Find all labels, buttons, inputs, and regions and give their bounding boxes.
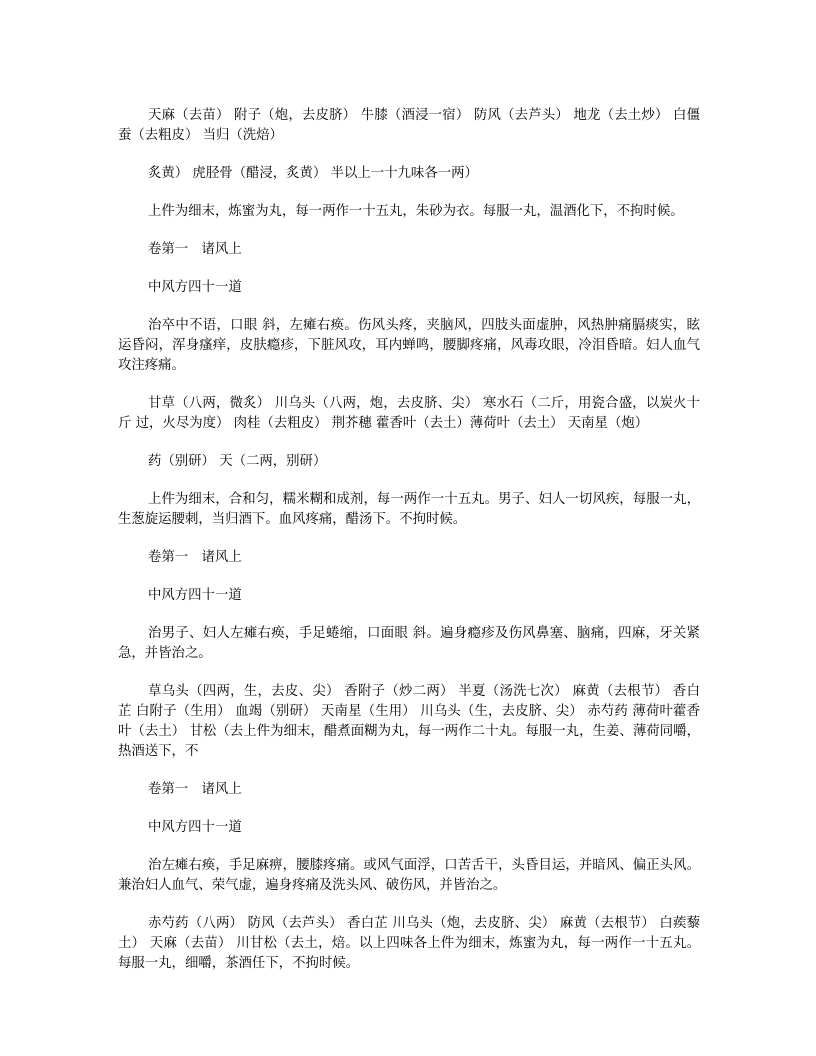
recipe-ingredients-paragraph: 草乌头（四两，生，去皮、尖） 香附子（炒二两） 半夏（汤洗七次） 麻黄（去根节） 香白芷 白附子（生用） 血竭（别研） 天南星（生用） 川乌头（生，去皮脐、尖） 赤芍药 薄荷叶藿香叶（去土） 甘松（去上件为细末，醋煮面糊为丸，每一两作二十丸。每服一丸，生姜、薄荷同嚼，热酒送下，不 (118, 684, 700, 759)
volume-heading: 卷第一 诸风上 (148, 242, 242, 257)
recipe-ingredients-paragraph: 甘草（八两，微炙） 川乌头（八两，炮，去皮脐、尖） 寒水石（二斤，用瓷合盛，以炭火十斤 过，火尽为度） 肉桂（去粗皮） 荆芥穗 藿香叶（去土）薄荷叶（去土） 天南星（炮） (118, 396, 700, 431)
recipe-ingredients-paragraph: 天麻（去苗） 附子（炮，去皮脐） 牛膝（酒浸一宿） 防风（去芦头） 地龙（去土炒） 白僵蚕（去粗皮） 当归（洗焙） (118, 108, 700, 143)
recipe-ingredients-continued: 炙黄） 虎胫骨（醋浸，炙黄） 半以上一十九味各一两） (148, 166, 478, 181)
indications-paragraph: 治男子、妇人左瘫右痪，手足蜷缩，口面眼 斜。遍身瘾疹及伤风鼻塞、脑痛，四麻，牙关紧急，并皆治之。 (118, 626, 700, 661)
section-heading: 中风方四十一道 (148, 588, 242, 603)
indications-paragraph: 治左瘫右痪，手足麻痹，腰膝疼痛。或风气面浮，口苦舌干，头昏目运，并暗风、偏正头风。兼治妇人血气、荣气虚，遍身疼痛及洗头风、破伤风，并皆治之。 (118, 858, 700, 893)
indications-paragraph: 治卒中不语，口眼 斜，左瘫右痪。伤风头疼，夹脑风，四肢头面虚肿，风热肿痛膈痰实，眩运昏闷，浑身瘙痒，皮肤瘾疹，下脏风攻，耳内蝉鸣，腰脚疼痛，风毒攻眼，冷泪昏暗。妇人血气攻注疼痛。 (118, 318, 700, 373)
document-page (118, 106, 700, 992)
volume-heading: 卷第一 诸风上 (148, 782, 242, 797)
recipe-ingredients-paragraph: 赤芍药（八两） 防风（去芦头） 香白芷 川乌头（炮，去皮脐、尖） 麻黄（去根节） 白蒺藜土） 天麻（去苗） 川甘松（去土，焙。以上四味各上件为细末，炼蜜为丸，每一两作一十五丸。每服一丸，细嚼，茶酒任下，不拘时候。 (118, 916, 700, 971)
section-heading: 中风方四十一道 (148, 820, 242, 835)
recipe-ingredients-continued: 药（别研） 天（二两，别研） (148, 454, 327, 469)
volume-heading: 卷第一 诸风上 (148, 550, 242, 565)
preparation-instructions: 上件为细末，炼蜜为丸，每一两作一十五丸，朱砂为衣。每服一丸，温酒化下，不拘时候。 (148, 204, 684, 219)
section-heading: 中风方四十一道 (148, 280, 242, 295)
preparation-instructions: 上件为细末，合和匀，糯米糊和成剂，每一两作一十五丸。男子、妇人一切风疾，每服一丸，生葱旋运腰刺，当归酒下。血风疼痛，醋汤下。不拘时候。 (118, 492, 700, 527)
